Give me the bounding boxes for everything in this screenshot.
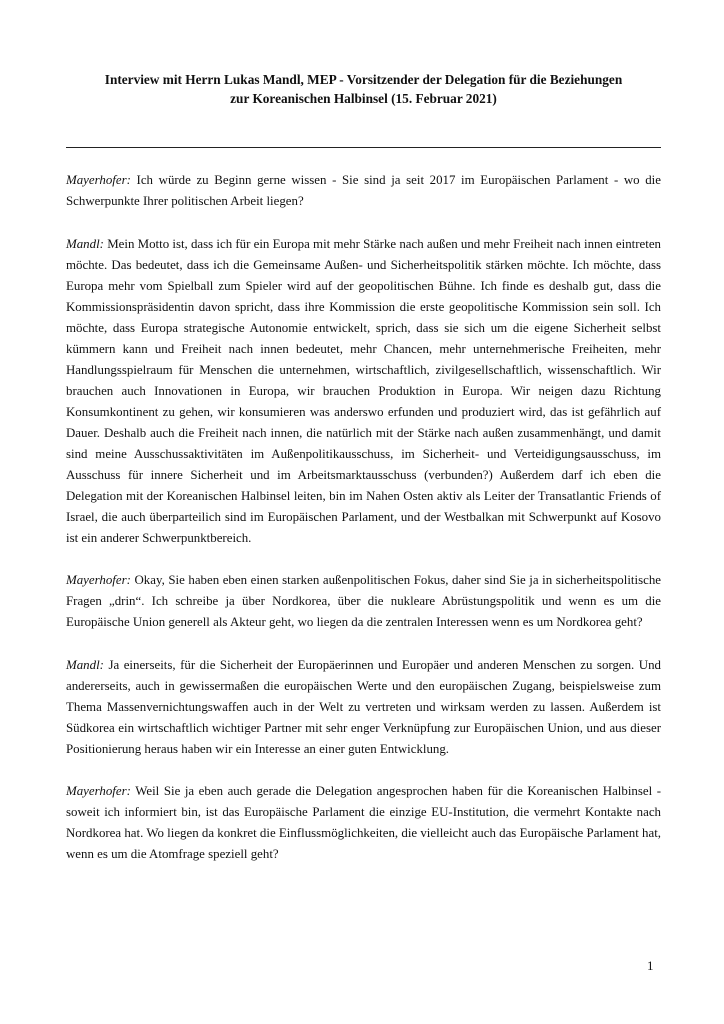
speaker-label: Mayerhofer: bbox=[66, 784, 131, 798]
title-line-2: zur Koreanischen Halbinsel (15. Februar 2021) bbox=[230, 91, 497, 106]
speaker-label: Mayerhofer: bbox=[66, 173, 131, 187]
document-title bbox=[66, 70, 661, 108]
paragraph-text: Mein Motto ist, dass ich für ein Europa mit mehr Stärke nach außen und mehr Freiheit nach innen eintreten möchte. Das bedeutet, dass ich die Gemeinsame Außen- und Sicherheitspolitik stärken möchte. Ich möchte, dass Europa mehr vom Spielball zum Spieler wird auf der geopolitischen Bühne. Ich finde es deshalb gut, dass die Kommissionspräsidentin davon spricht, dass ihre Kommission die erste geopolitische Kommission sein soll. Ich möchte, dass Europa strategische Autonomie entwickelt, sprich, dass sie sich um die eigene Sicherheit selbst kümmern kann und Freiheit nach innen bedeutet, mehr Chancen, mehr unternehmerische Freiheiten, mehr Handlungsspielraum für Menschen die unternehmen, wirtschaftlich, zivilgesellschaftlich, wissenschaftlich. Wir brauchen auch Innovationen in Europa, wir brauchen Produktion in Europa. Wir neigen dazu Richtung Konsumkontinent zu gehen, wir konsumieren was anderswo erfunden und produziert wird, das ist gefährlich auf Dauer. Deshalb auch die Freiheit nach innen, die natürlich mit der Stärke nach außen zusammenhängt, und damit sind meine Ausschussaktivitäten im Außenpolitikausschuss, im Sicherheit- und Verteidigungsausschuss, im Ausschuss für innere Sicherheit und im Arbeitsmarktausschuss (verbunden?) Außerdem darf ich eben die Delegation mit der Koreanischen Halbinsel leiten, bin im Nahen Osten aktiv als Leiter der Transatlantic Friends of Israel, die auch überparteilich sind im Europäischen Parlament, und der Westbalkan mit Schwerpunkt auf Kosovo ist ein anderer Schwerpunktbereich. bbox=[66, 236, 661, 545]
paragraph-text: Ja einerseits, für die Sicherheit der Europäerinnen und Europäer und anderen Menschen zu sorgen. Und andererseits, auch in gewissermaßen die europäischen Werte und den europäischen Zugang, beispielsweise zum Thema Massenvernichtungswaffen auch in der Welt zu vertreten und wirksam werden zu lassen. Außerdem ist Südkorea ein wirtschaftlich wichtiger Partner mit sehr enger Verknüpfung zur Europäischen Union, und aus dieser Positionierung heraus haben wir ein Interesse an einer guten Entwicklung. bbox=[66, 657, 661, 756]
paragraph-3 bbox=[66, 570, 661, 633]
title-line-1: Interview mit Herrn Lukas Mandl, MEP - Vorsitzender der Delegation für die Beziehungen bbox=[104, 72, 623, 87]
speaker-label: Mandl: bbox=[66, 657, 104, 672]
paragraph-text: Ich würde zu Beginn gerne wissen - Sie sind ja seit 2017 im Europäischen Parlament - wo die Schwerpunkte Ihrer politischen Arbeit liegen? bbox=[66, 173, 661, 208]
paragraph-5 bbox=[66, 781, 661, 865]
interview-body bbox=[66, 170, 661, 887]
paragraph-4 bbox=[66, 655, 661, 760]
paragraph-2 bbox=[66, 234, 661, 549]
horizontal-rule bbox=[66, 147, 661, 148]
paragraph-text: Okay, Sie haben eben einen starken außenpolitischen Fokus, daher sind Sie ja in sicherheitspolitische Fragen „drin“. Ich schreibe ja über Nordkorea, über die nukleare Abrüstungspolitik und wenn es um die Europäische Union generell als Akteur geht, wo liegen da die zentralen Interessen wenn es um Nordkorea geht? bbox=[66, 573, 661, 629]
speaker-label: Mayerhofer: bbox=[66, 573, 131, 587]
speaker-label: Mandl: bbox=[66, 236, 104, 251]
page-number: 1 bbox=[647, 958, 654, 973]
paragraph-text: Weil Sie ja eben auch gerade die Delegation angesprochen haben für die Koreanischen Halbinsel - soweit ich informiert bin, ist das Europäische Parlament die einzige EU-Institution, die vermehrt Kontakte nach Nordkorea hat. Wo liegen da konkret die Einflussmöglichkeiten, die vielleicht auch das Europäische Parlament hat, wenn es um die Atomfrage speziell geht? bbox=[66, 784, 662, 861]
paragraph-1 bbox=[66, 170, 661, 212]
